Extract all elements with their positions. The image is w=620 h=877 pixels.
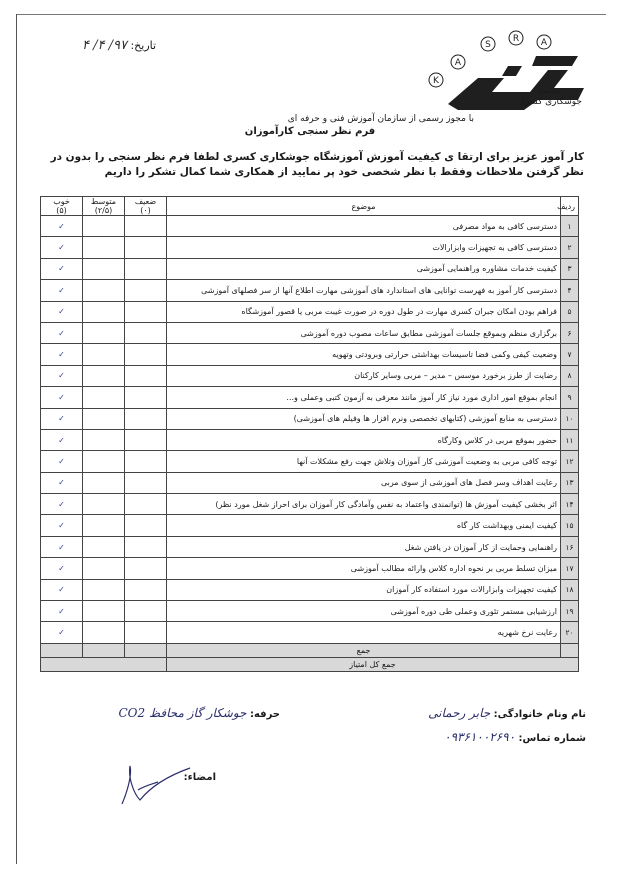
row-number: ۱۷ [561, 558, 579, 579]
row-good-cell [41, 429, 83, 450]
row-number: ۱۶ [561, 536, 579, 557]
logo-letter: A [454, 58, 462, 68]
intro-paragraph: کار آموز عزیز برای ارتقا ی کیفیت آموزش آموزشگاه جوشکاری کسری لطفا فرم نظر سنجی را بدون در نظر گرفتن ملاحظات وفقط با نظر شخصی خود پر نمایید از همکاری شما کمال تشکر را داریم [50, 151, 584, 178]
page-frame-top [16, 14, 606, 15]
row-average-cell [83, 322, 125, 343]
row-number: ۸ [561, 365, 579, 386]
row-topic: دسترسی کافی به تجهیزات وابزارالات [167, 237, 561, 258]
row-average-cell [83, 494, 125, 515]
row-topic: برگزاری منظم وبموقع جلسات آموزشی مطابق ساعات مصوب دوره آموزشی [167, 322, 561, 343]
row-number: ۲ [561, 237, 579, 258]
name-value: جابر رحمانی [428, 706, 491, 720]
phone-label: شماره تماس: [518, 733, 586, 744]
checkmark-icon: ✓ [58, 435, 65, 445]
table-row [41, 387, 579, 408]
row-good-cell [41, 365, 83, 386]
table-row [41, 515, 579, 536]
row-topic: رضایت از طرز برخورد موسس – مدیر – مربی وسایر کارکنان [167, 365, 561, 386]
row-weak-cell [125, 258, 167, 279]
row-average-cell [83, 622, 125, 643]
row-good-cell [41, 387, 83, 408]
logo-letter: K [433, 76, 439, 86]
total-label: جمع کل امتیاز [167, 657, 579, 671]
table-row [41, 365, 579, 386]
row-average-cell [83, 258, 125, 279]
sum-row-number [561, 643, 579, 657]
row-weak-cell [125, 237, 167, 258]
trade-field [118, 706, 280, 720]
row-number: ۴ [561, 280, 579, 301]
row-average-cell [83, 515, 125, 536]
row-average-cell [83, 344, 125, 365]
row-topic: راهنمایی وحمایت از کار آموزان در یافتن شغل [167, 536, 561, 557]
row-weak-cell [125, 301, 167, 322]
row-weak-cell [125, 515, 167, 536]
row-topic: اثر بخشی کیفیت آموزش ها (توانمندی واعتماد به نفس وآمادگی کار آموزان برای احراز شغل مورد نظر) [167, 494, 561, 515]
table-row [41, 237, 579, 258]
checkmark-icon: ✓ [58, 328, 65, 338]
row-number: ۹ [561, 387, 579, 408]
header-average-label: متوسط [90, 197, 117, 206]
total-value [41, 657, 167, 671]
row-number: ۶ [561, 322, 579, 343]
signature-image [118, 760, 198, 810]
row-average-cell [83, 472, 125, 493]
table-row [41, 494, 579, 515]
row-average-cell [83, 558, 125, 579]
institute-name-line2: جوشکاری کسری [517, 97, 582, 107]
header-weak-label: ضعیف [134, 197, 157, 206]
phone-value: ۰۹۳۶۱۰۰۲۶۹۰ [444, 730, 516, 744]
checkmark-icon: ✓ [58, 221, 65, 231]
sum-row [41, 643, 579, 657]
row-average-cell [83, 237, 125, 258]
row-weak-cell [125, 387, 167, 408]
row-good-cell [41, 579, 83, 600]
row-number: ۱۳ [561, 472, 579, 493]
row-good-cell [41, 322, 83, 343]
row-weak-cell [125, 472, 167, 493]
header-good-score: (۵) [56, 206, 67, 215]
row-average-cell [83, 536, 125, 557]
checkmark-icon: ✓ [58, 585, 65, 595]
row-topic: میزان تسلط مربی بر نحوه اداره کلاس وارائه مطالب آموزشی [167, 558, 561, 579]
checkmark-icon: ✓ [58, 371, 65, 381]
row-weak-cell [125, 579, 167, 600]
row-average-cell [83, 408, 125, 429]
row-weak-cell [125, 216, 167, 237]
table-row [41, 622, 579, 643]
row-average-cell [83, 429, 125, 450]
date-label: تاریخ: [130, 39, 157, 52]
name-field [428, 706, 586, 720]
form-title: فرم نظر سنجی کارآموزان [244, 126, 376, 137]
row-topic: حضور بموقع مربی در کلاس وکارگاه [167, 429, 561, 450]
row-average-cell [83, 579, 125, 600]
row-good-cell [41, 515, 83, 536]
row-good-cell [41, 280, 83, 301]
row-weak-cell [125, 558, 167, 579]
row-number: ۷ [561, 344, 579, 365]
header-topic: موضوع [167, 197, 561, 216]
header-weak-score: (۰) [140, 206, 151, 215]
row-good-cell [41, 301, 83, 322]
checkmark-icon: ✓ [58, 478, 65, 488]
checkmark-icon: ✓ [58, 307, 65, 317]
row-topic: دسترسی کار آموز به فهرست توانایی های استاندارد های آموزشی مهارت اطلاع آنها از سر فصلهای آموزشی [167, 280, 561, 301]
page-frame-left [16, 14, 17, 864]
row-average-cell [83, 601, 125, 622]
table-row [41, 579, 579, 600]
row-average-cell [83, 280, 125, 301]
row-topic: ارزشیابی مستمر تئوری وعملی طی دوره آموزشی [167, 601, 561, 622]
row-number: ۱۴ [561, 494, 579, 515]
logo-letter: A [540, 38, 548, 48]
row-weak-cell [125, 451, 167, 472]
date-value: ۹۷/ ۴/ ۴ [82, 38, 127, 53]
row-topic: رعایت اهداف وسر فصل های آموزشی از سوی مربی [167, 472, 561, 493]
survey-table [40, 196, 579, 672]
table-row [41, 258, 579, 279]
row-weak-cell [125, 622, 167, 643]
signature-label: امضاء: [183, 772, 216, 783]
sum-average [83, 643, 125, 657]
row-weak-cell [125, 429, 167, 450]
row-average-cell [83, 216, 125, 237]
row-good-cell [41, 408, 83, 429]
table-row [41, 536, 579, 557]
checkmark-icon: ✓ [58, 542, 65, 552]
row-good-cell [41, 451, 83, 472]
table-row [41, 558, 579, 579]
row-weak-cell [125, 322, 167, 343]
row-average-cell [83, 451, 125, 472]
checkmark-icon: ✓ [58, 285, 65, 295]
row-number: ۱۰ [561, 408, 579, 429]
row-good-cell [41, 237, 83, 258]
header-good-label: خوب [53, 197, 70, 206]
checkmark-icon: ✓ [58, 628, 65, 638]
row-good-cell [41, 472, 83, 493]
checkmark-icon: ✓ [58, 392, 65, 402]
row-number: ۱ [561, 216, 579, 237]
table-header-row [41, 197, 579, 216]
header-good [41, 197, 83, 216]
header-average-score: (۲/۵) [94, 206, 113, 215]
row-number: ۳ [561, 258, 579, 279]
header-weak [125, 197, 167, 216]
row-weak-cell [125, 365, 167, 386]
row-topic: کیفیت ایمنی وبهداشت کار گاه [167, 515, 561, 536]
checkmark-icon: ✓ [58, 563, 65, 573]
row-topic: دسترسی به منابع آموزشی (کتابهای تخصصی ونرم افزار ها وفیلم های آموزشی) [167, 408, 561, 429]
table-row [41, 408, 579, 429]
row-good-cell [41, 601, 83, 622]
row-number: ۱۵ [561, 515, 579, 536]
trade-value: جوشکار گاز محافظ CO2 [118, 706, 247, 720]
row-number: ۱۲ [561, 451, 579, 472]
table-row [41, 472, 579, 493]
name-label: نام ونام خانوادگی: [493, 709, 586, 720]
row-topic: رعایت نرخ شهریه [167, 622, 561, 643]
table-row [41, 451, 579, 472]
row-weak-cell [125, 280, 167, 301]
checkmark-icon: ✓ [58, 499, 65, 509]
row-weak-cell [125, 601, 167, 622]
checkmark-icon: ✓ [58, 606, 65, 616]
row-topic: دسترسی کافی به مواد مصرفی [167, 216, 561, 237]
row-average-cell [83, 301, 125, 322]
phone-field [444, 730, 586, 744]
table-row [41, 601, 579, 622]
row-good-cell [41, 494, 83, 515]
checkmark-icon: ✓ [58, 414, 65, 424]
header-row-number: ردیف [561, 197, 579, 216]
row-topic: وضعیت کیفی وکمی فضا تاسیسات بهداشتی حرارتی وبرودتی وتهویه [167, 344, 561, 365]
checkmark-icon: ✓ [58, 264, 65, 274]
row-weak-cell [125, 536, 167, 557]
row-topic: توجه کافی مربی به وضعیت آموزشی کار آموزان وتلاش جهت رفع مشکلات آنها [167, 451, 561, 472]
row-good-cell [41, 622, 83, 643]
table-row [41, 429, 579, 450]
row-good-cell [41, 258, 83, 279]
sum-label: جمع [167, 643, 561, 657]
row-topic: فراهم بودن امکان جبران کسری مهارت در طول دوره در صورت غیبت مربی یا قصور آموزشگاه [167, 301, 561, 322]
row-good-cell [41, 536, 83, 557]
row-good-cell [41, 558, 83, 579]
trade-label: حرفه: [249, 709, 280, 720]
row-topic: کیفیت تجهیزات وابزارالات مورد استفاده کار آموزان [167, 579, 561, 600]
logo-letter: R [512, 34, 520, 44]
row-number: ۵ [561, 301, 579, 322]
row-good-cell [41, 344, 83, 365]
checkmark-icon: ✓ [58, 521, 65, 531]
institute-name-line1: مجتمع [538, 86, 562, 96]
row-average-cell [83, 365, 125, 386]
header-average [83, 197, 125, 216]
row-topic: انجام بموقع امور اداری مورد نیاز کار آموز مانند معرفی به آزمون کتبی وعملی و... [167, 387, 561, 408]
table-row [41, 344, 579, 365]
row-topic: کیفیت خدمات مشاوره وراهنمایی آموزشی [167, 258, 561, 279]
row-number: ۱۸ [561, 579, 579, 600]
row-number: ۱۱ [561, 429, 579, 450]
row-weak-cell [125, 408, 167, 429]
table-row [41, 216, 579, 237]
row-average-cell [83, 387, 125, 408]
institute-name [518, 86, 582, 108]
checkmark-icon: ✓ [58, 456, 65, 466]
checkmark-icon: ✓ [58, 350, 65, 360]
table-row [41, 301, 579, 322]
row-good-cell [41, 216, 83, 237]
row-weak-cell [125, 494, 167, 515]
checkmark-icon: ✓ [58, 243, 65, 253]
sum-good [41, 643, 83, 657]
license-note: با مجوز رسمی از سازمان آموزش فنی و حرفه ای [287, 114, 474, 124]
sum-weak [125, 643, 167, 657]
total-row [41, 657, 579, 671]
logo-letter: S [485, 40, 491, 50]
date-field [78, 38, 156, 53]
table-row [41, 322, 579, 343]
row-number: ۱۹ [561, 601, 579, 622]
row-weak-cell [125, 344, 167, 365]
row-number: ۲۰ [561, 622, 579, 643]
table-row [41, 280, 579, 301]
